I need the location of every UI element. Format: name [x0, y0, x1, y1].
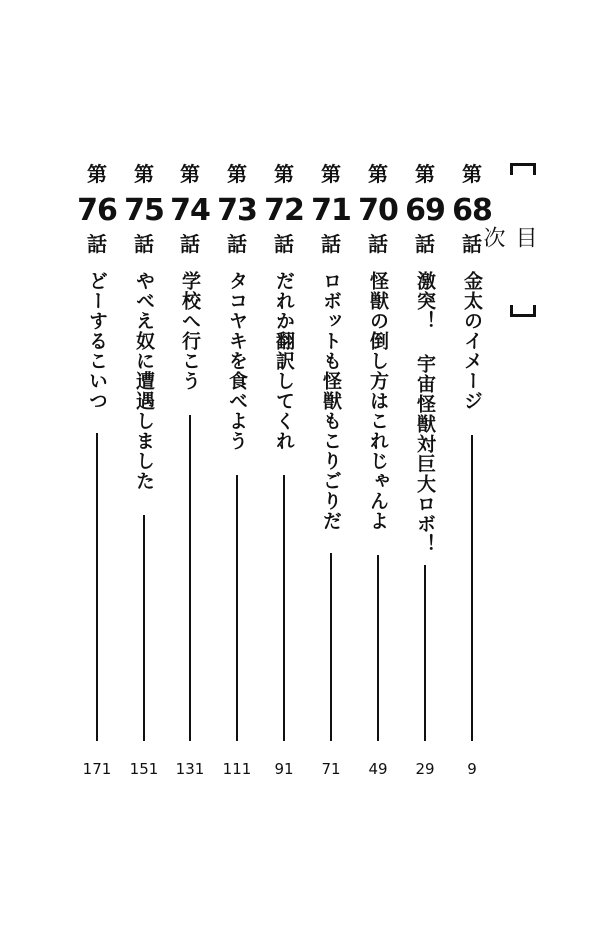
chapter-number: 69: [405, 193, 445, 228]
chapter-title: ロボットも怪獣もこりごりだ: [320, 271, 342, 531]
chapter-prefix: 第: [462, 162, 482, 186]
chapter-suffix: 話: [368, 232, 388, 256]
chapter-suffix: 話: [87, 232, 107, 256]
page-number: 111: [222, 760, 252, 778]
leader-line: [471, 435, 473, 741]
chapter-title: だれか翻訳してくれ: [273, 271, 295, 451]
page-number: 131: [175, 760, 205, 778]
chapter-prefix: 第: [227, 162, 247, 186]
page-number: 171: [82, 760, 112, 778]
chapter-number: 75: [124, 193, 164, 228]
chapter-suffix: 話: [227, 232, 247, 256]
leader-line: [143, 515, 145, 741]
page-number: 49: [368, 760, 388, 778]
bracket-top: [510, 163, 536, 175]
page-number: 71: [321, 760, 341, 778]
chapter-entry-76[interactable]: [77, 163, 117, 783]
chapter-entry-74[interactable]: [170, 163, 210, 783]
chapter-suffix: 話: [134, 232, 154, 256]
page-number: 151: [129, 760, 159, 778]
page-number: 91: [274, 760, 294, 778]
leader-line: [283, 475, 285, 741]
chapter-title: 怪獣の倒し方はこれじゃんよ: [367, 271, 389, 531]
chapter-suffix: 話: [462, 232, 482, 256]
chapter-suffix: 話: [415, 232, 435, 256]
bracket-bottom: [510, 305, 536, 317]
chapter-entry-70[interactable]: [358, 163, 398, 783]
chapter-number: 72: [264, 193, 304, 228]
chapter-entry-75[interactable]: [124, 163, 164, 783]
leader-line: [330, 553, 332, 741]
leader-line: [96, 433, 98, 741]
chapter-suffix: 話: [321, 232, 341, 256]
chapter-title: タコヤキを食べよう: [226, 271, 248, 451]
toc-heading: [480, 163, 540, 317]
page-number: 29: [415, 760, 435, 778]
chapter-prefix: 第: [368, 162, 388, 186]
chapter-prefix: 第: [321, 162, 341, 186]
chapter-number: 68: [452, 193, 492, 228]
leader-line: [189, 415, 191, 741]
chapter-entry-72[interactable]: [264, 163, 304, 783]
chapter-suffix: 話: [274, 232, 294, 256]
chapter-title: 激突！ 宇宙怪獣対巨大ロボ！: [414, 271, 436, 554]
leader-line: [424, 565, 426, 741]
leader-line: [236, 475, 238, 741]
chapter-number: 74: [170, 193, 210, 228]
chapter-entry-69[interactable]: [405, 163, 445, 783]
chapter-prefix: 第: [415, 162, 435, 186]
chapter-number: 73: [217, 193, 257, 228]
chapter-prefix: 第: [87, 162, 107, 186]
chapter-prefix: 第: [134, 162, 154, 186]
chapter-title: どーするこいつ: [86, 271, 108, 411]
chapter-number: 71: [311, 193, 351, 228]
chapter-number: 70: [358, 193, 398, 228]
chapter-entry-68[interactable]: [452, 163, 492, 783]
chapter-entry-71[interactable]: [311, 163, 351, 783]
leader-line: [377, 555, 379, 741]
chapter-number: 76: [77, 193, 117, 228]
chapter-title: 学校へ行こう: [179, 271, 201, 391]
toc-title: 目 次: [480, 226, 537, 266]
page-number: 9: [467, 760, 477, 778]
chapter-entry-73[interactable]: [217, 163, 257, 783]
chapter-suffix: 話: [180, 232, 200, 256]
chapter-title: やべえ奴に遭遇しました: [133, 271, 155, 491]
chapter-prefix: 第: [180, 162, 200, 186]
chapter-title: 金太のイメージ: [461, 271, 483, 411]
chapter-prefix: 第: [274, 162, 294, 186]
